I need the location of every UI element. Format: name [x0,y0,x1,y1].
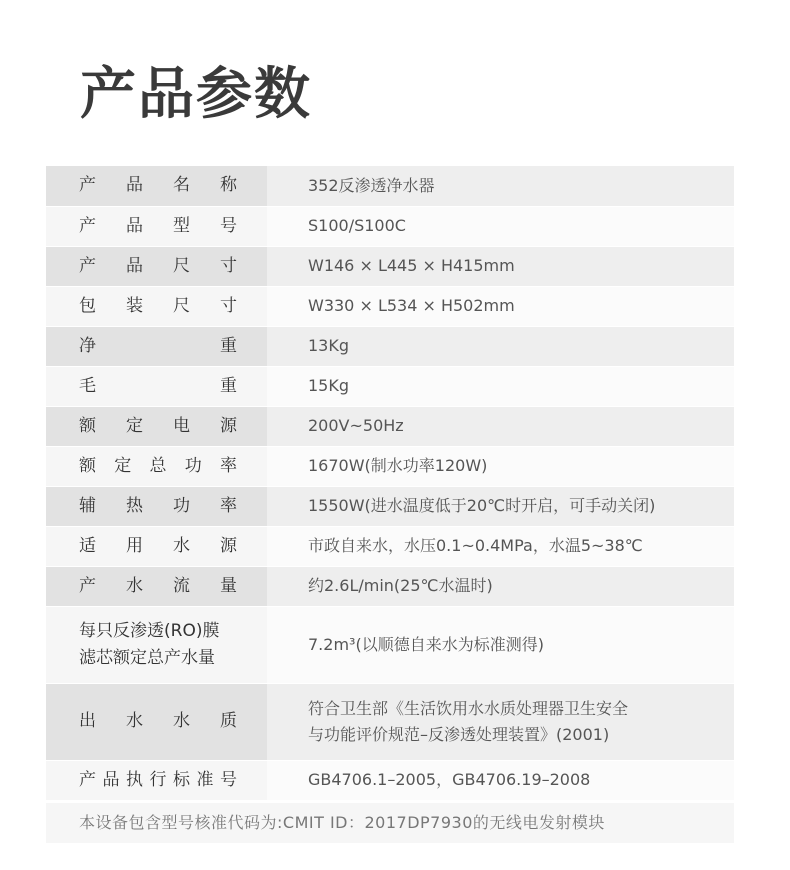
spec-row [46,366,734,406]
spec-row [46,526,734,566]
spec-label-line: 每只反渗透(RO)膜 [79,620,220,641]
spec-label-char: 额 [79,455,96,476]
spec-label [46,526,267,566]
spec-label-char: 标 [173,769,190,790]
spec-label-char: 水 [126,711,143,731]
spec-label-line: 滤芯额定总产水量 [79,647,215,668]
spec-label [46,446,267,486]
spec-label [46,166,267,206]
spec-row [46,166,734,206]
spec-label-char: 名 [173,175,190,196]
spec-value: 约2.6L/min(25℃水温时) [267,566,734,606]
spec-row [46,566,734,606]
spec-row [46,246,734,286]
spec-row [46,286,734,326]
spec-label-char: 用 [126,535,143,556]
spec-label-char: 产 [79,575,96,596]
spec-label-char: 号 [220,215,237,236]
spec-label-char: 功 [173,495,190,516]
spec-label-char: 型 [173,215,190,236]
spec-value: W146 × L445 × H415mm [267,246,734,286]
spec-label-char: 装 [126,295,143,316]
spec-row [46,486,734,526]
spec-row [46,683,734,760]
spec-label-char: 质 [220,711,237,731]
footer-note: 本设备包含型号核准代码为:CMIT ID：2017DP7930的无线电发射模块 [46,803,734,843]
spec-label [46,286,267,326]
spec-label-char: 品 [126,255,143,276]
spec-label-char: 毛 [79,375,96,396]
spec-label-char: 尺 [173,295,190,316]
spec-label [46,760,267,800]
spec-row [46,606,734,683]
spec-label-char: 重 [220,335,237,356]
spec-label-char: 产 [79,215,96,236]
spec-row [46,326,734,366]
spec-label-char: 准 [196,769,214,790]
spec-label-char: 电 [173,415,190,436]
spec-value: 7.2m³(以顺德自来水为标准测得) [267,606,734,683]
spec-label-char: 水 [173,535,190,556]
spec-value-line: 与功能评价规范–反渗透处理装置》(2001) [308,724,610,744]
spec-label [46,206,267,246]
spec-label [46,326,267,366]
spec-row [46,760,734,800]
spec-row [46,206,734,246]
spec-label-char: 源 [220,535,237,556]
spec-label-char: 量 [220,575,237,596]
spec-label [46,406,267,446]
spec-label-char: 源 [220,415,237,436]
spec-label-char: 品 [126,175,143,196]
spec-label-char: 水 [173,711,190,731]
spec-value: W330 × L534 × H502mm [267,286,734,326]
spec-label-char: 品 [102,769,120,790]
spec-label-char: 功 [184,455,202,476]
spec-label-char: 产 [79,769,96,790]
spec-label-char: 定 [126,415,143,436]
spec-label-char: 重 [220,375,237,396]
spec-label-char: 号 [220,769,237,790]
spec-label-char: 行 [149,769,167,790]
spec-value [267,683,734,760]
spec-label-char: 尺 [173,255,190,276]
spec-label-char: 净 [79,335,96,356]
spec-value: GB4706.1–2005，GB4706.19–2008 [267,760,734,800]
spec-value: 200V~50Hz [267,406,734,446]
spec-label [46,486,267,526]
spec-label [46,606,267,683]
spec-label-char: 辅 [79,495,96,516]
spec-value: 352反渗透净水器 [267,166,734,206]
spec-value-line: 符合卫生部《生活饮用水水质处理器卫生安全 [308,698,629,718]
spec-table [46,166,734,801]
spec-value: 1670W(制水功率120W) [267,446,734,486]
spec-label-char: 品 [126,215,143,236]
spec-label-char: 寸 [220,295,237,316]
spec-value: 13Kg [267,326,734,366]
spec-value: 15Kg [267,366,734,406]
page-title: 产品参数 [80,62,312,127]
spec-value: 市政自来水，水压0.1~0.4MPa，水温5~38℃ [267,526,734,566]
spec-label-char: 定 [114,455,132,476]
spec-label-char: 出 [79,711,96,731]
spec-label [46,366,267,406]
spec-label [46,683,267,760]
spec-label-char: 率 [220,495,237,516]
spec-row [46,406,734,446]
spec-label-char: 包 [79,295,96,316]
spec-label-char: 流 [173,575,190,596]
spec-label-char: 称 [220,175,237,196]
spec-label-char: 产 [79,255,96,276]
spec-label [46,566,267,606]
spec-label-char: 总 [149,455,167,476]
spec-label-char: 产 [79,175,96,196]
spec-label-char: 适 [79,535,96,556]
spec-label-char: 热 [126,495,143,516]
spec-label-char: 执 [126,769,143,790]
spec-label-char: 率 [220,455,237,476]
spec-value: 1550W(进水温度低于20℃时开启，可手动关闭) [267,486,734,526]
spec-label-char: 水 [126,575,143,596]
spec-label-char: 寸 [220,255,237,276]
spec-row [46,446,734,486]
spec-value: S100/S100C [267,206,734,246]
spec-label-char: 额 [79,415,96,436]
spec-label [46,246,267,286]
